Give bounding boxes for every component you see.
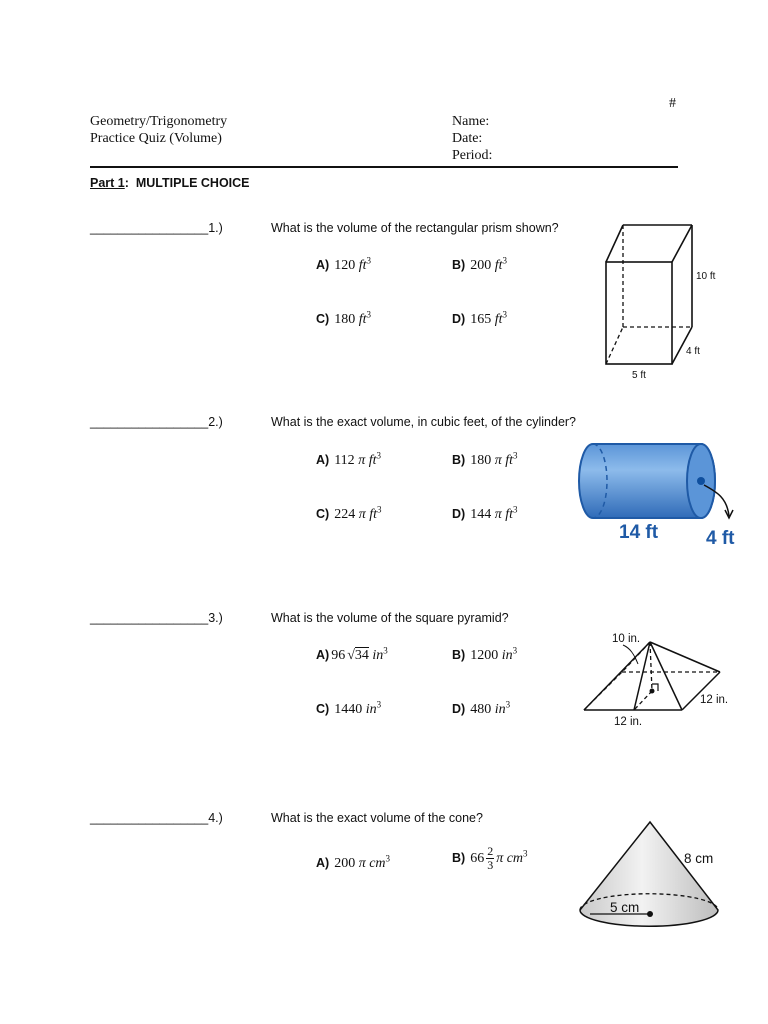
prism-width-label: 5 ft [632,370,646,381]
question-text: What is the exact volume of the cone? [271,811,483,825]
pyramid-bottom-side-label: 12 in. [614,716,643,728]
fraction: $\frac{2}{3}$ [487,844,494,872]
cone-slant-label: 8 cm [684,851,714,866]
option-b[interactable]: B) 1200 $in^3$ [452,645,518,663]
square-pyramid-figure [578,628,758,732]
answer-blank[interactable]: _________________4.) [90,811,223,825]
question-text: What is the volume of the square pyramid? [271,611,509,625]
option-d[interactable]: D) 144 π $ft^3$ [452,504,518,522]
option-d[interactable]: D) 165 $ft^3$ [452,309,507,327]
option-a[interactable]: A) 200 π $cm^3$ [316,853,391,871]
question-text: What is the exact volume, in cubic feet, of the cylinder? [271,415,577,429]
part-heading [90,176,250,190]
option-b[interactable]: B) 180 π $ft^3$ [452,450,518,468]
part-label: Part 1 [90,176,125,190]
name-label: Name: [452,114,490,129]
answer-blank[interactable]: _________________2.) [90,415,223,429]
option-c[interactable]: C) 180 $ft^3$ [316,309,371,327]
pyramid-right-side-label: 12 in. [700,694,729,706]
option-a[interactable]: A) 112 π $ft^3$ [316,450,381,468]
option-a[interactable]: A) 120 $ft^3$ [316,255,371,273]
radicand: 34 [354,647,369,663]
question-number: 1.) [208,221,223,235]
answer-blank[interactable]: _________________3.) [90,611,223,625]
option-c[interactable]: C) 224 π $ft^3$ [316,504,382,522]
course-title: Geometry/Trigonometry [90,114,228,129]
question-text: What is the volume of the rectangular prism shown? [271,221,559,235]
question-number: 4.) [208,811,223,825]
quiz-title: Practice Quiz (Volume) [90,131,222,146]
cylinder-length-label: 14 ft [619,522,659,543]
question-number: 2.) [208,415,223,429]
cylinder-radius-label: 4 ft [706,528,735,549]
option-d[interactable]: D) 480 $in^3$ [452,699,511,717]
rectangular-prism-figure [590,215,730,385]
sqrt-symbol: √ [347,647,355,663]
number-mark: # [669,96,676,111]
cylinder-figure [555,432,745,552]
period-label: Period: [452,148,493,163]
part-title: : MULTIPLE CHOICE [124,176,250,190]
date-label: Date: [452,131,483,146]
option-c[interactable]: C) 1440 $in^3$ [316,699,382,717]
option-b[interactable]: B) 200 $ft^3$ [452,255,507,273]
option-b[interactable]: B) 66 $\frac{2}{3}$ π $cm^3$ [452,844,528,872]
question-number: 3.) [208,611,223,625]
answer-blank[interactable]: _________________1.) [90,221,223,235]
cone-figure [572,818,732,936]
cone-radius-label: 5 cm [610,900,640,915]
option-a[interactable]: A) 96 √34 $in^3$ [316,645,388,663]
prism-height-label: 10 ft [696,271,716,282]
prism-depth-label: 4 ft [686,346,700,357]
header-rule [90,166,678,168]
pyramid-slant-label: 10 in. [612,633,641,645]
